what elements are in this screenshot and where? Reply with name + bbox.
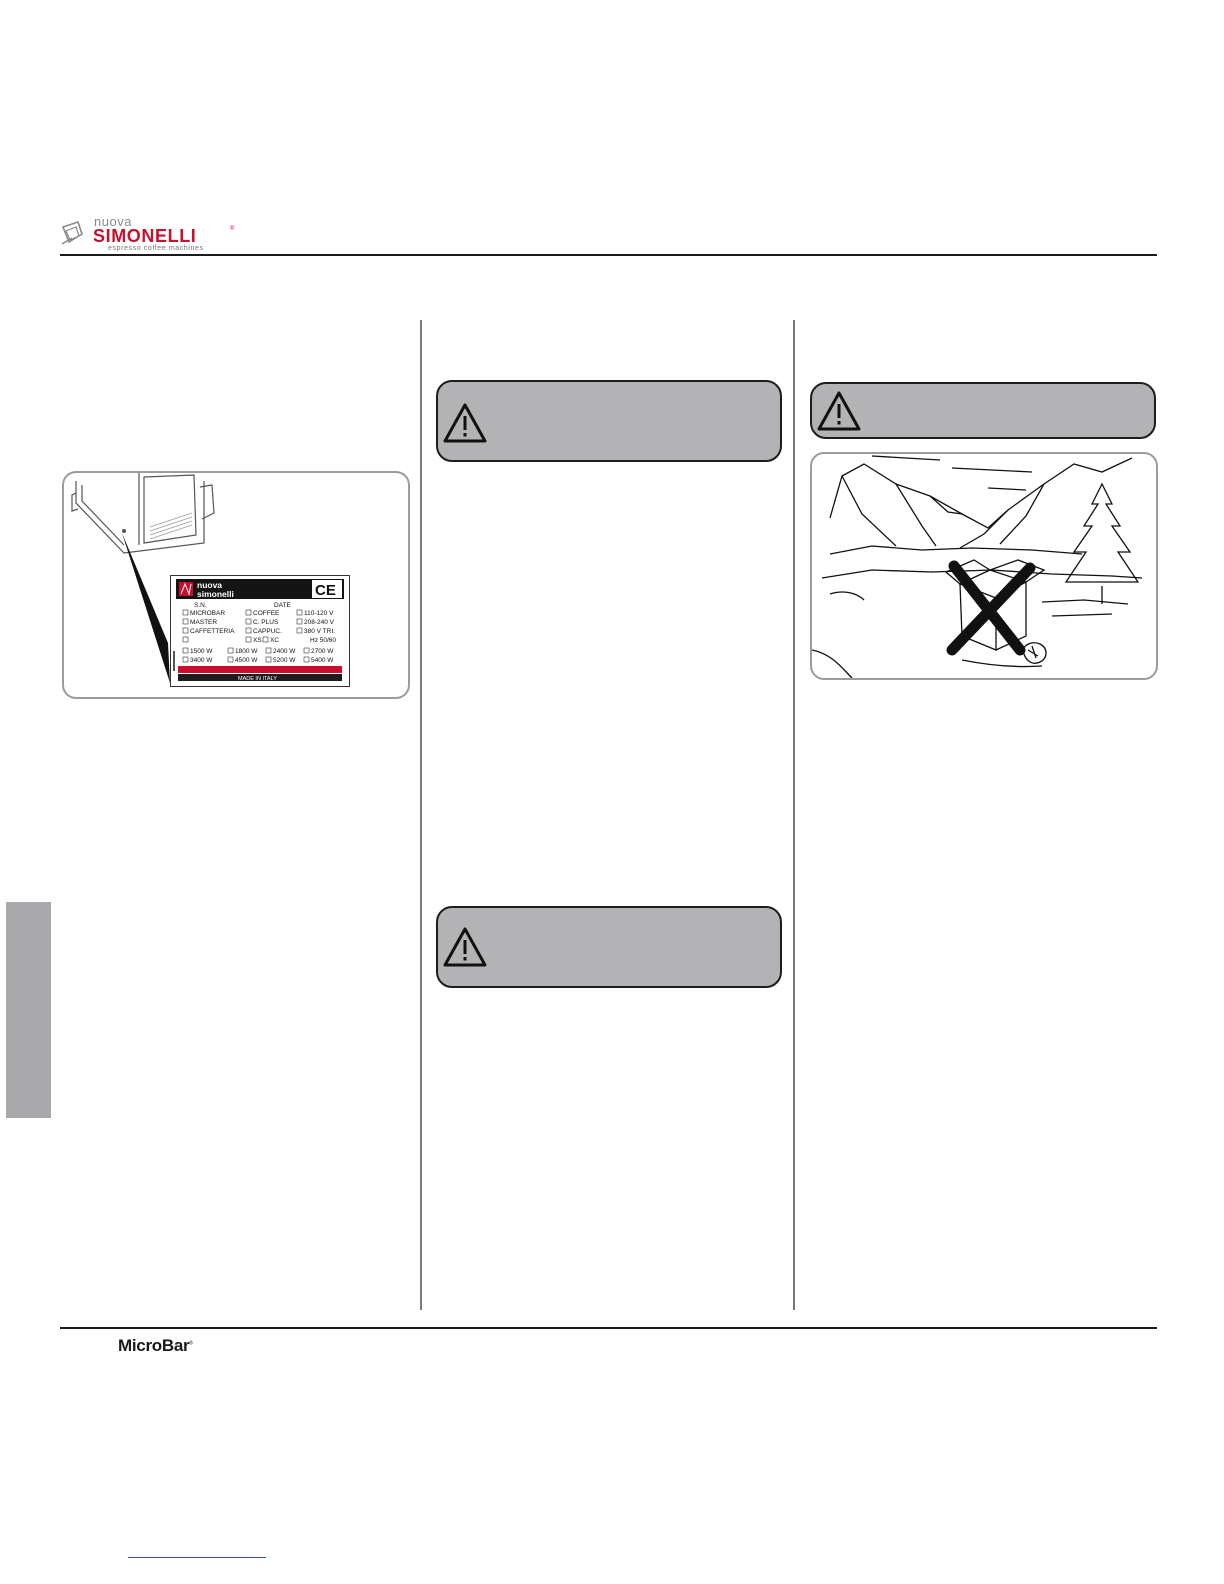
footer-rule — [60, 1327, 1157, 1329]
column-separator-1 — [420, 320, 422, 1310]
plate-power-4: 2700 W — [311, 648, 334, 655]
footer-product-logo — [118, 1336, 193, 1356]
plate-size-xs: XS — [253, 637, 262, 644]
column-separator-2 — [793, 320, 795, 1310]
plate-model-2: MASTER — [190, 619, 218, 626]
plate-power-6: 4500 W — [235, 657, 258, 664]
plate-power-3: 2400 W — [273, 648, 296, 655]
plate-model-3: CAFFETTERIA — [190, 628, 235, 635]
plate-voltage-2: 208-240 V — [304, 619, 334, 626]
warning-triangle-icon — [816, 390, 862, 432]
header-rule — [60, 254, 1157, 256]
warning-box-3 — [810, 382, 1156, 439]
plate-brand-line1: nuova — [197, 580, 223, 590]
plate-power-1: 1500 W — [190, 648, 213, 655]
ce-mark: CE — [315, 582, 336, 599]
logo-nuova-text: nuova — [94, 214, 132, 229]
footer-product-name: MicroBar — [118, 1336, 190, 1355]
plate-power-2: 1800 W — [235, 648, 258, 655]
landscape-illustration — [812, 454, 1156, 678]
footer-product-mark: ® — [189, 1340, 193, 1347]
plate-sn-label: S.N. — [194, 602, 207, 609]
plate-version-3: CAPPUC. — [253, 628, 282, 635]
plate-voltage-3: 380 V TRI. — [304, 628, 335, 635]
logo-registered-mark: ® — [230, 226, 235, 232]
plate-frequency: Hz 50/60 — [310, 637, 337, 644]
plate-date-label: DATE — [274, 602, 291, 609]
warning-triangle-icon — [442, 926, 488, 968]
logo-simonelli-text: SIMONELLI — [93, 226, 197, 246]
plate-brand-line2: simonelli — [197, 589, 234, 599]
warning-triangle-icon — [442, 402, 488, 444]
plate-size-xc: XC — [270, 637, 280, 644]
warning-box-2 — [436, 906, 782, 988]
plate-version-1: COFFEE — [253, 610, 280, 617]
warning-box-1 — [436, 380, 782, 462]
environment-disposal-figure — [810, 452, 1158, 680]
plate-voltage-1: 110-120 V — [304, 610, 334, 617]
side-section-tab — [6, 902, 51, 1118]
plate-power-5: 3400 W — [190, 657, 213, 664]
plate-power-7: 5200 W — [273, 657, 296, 664]
bottom-link-underline[interactable] — [128, 1557, 266, 1558]
plate-made-in: MADE IN ITALY — [238, 676, 277, 682]
data-plate-figure — [62, 471, 410, 699]
simonelli-logo-icon — [60, 218, 92, 250]
plate-model-1: MICROBAR — [190, 610, 226, 617]
rating-plate — [170, 575, 350, 687]
prohibited-cross-icon — [952, 566, 1030, 650]
brand-logo — [60, 212, 250, 256]
plate-version-2: C. PLUS — [253, 619, 279, 626]
logo-tagline: espresso coffee machines — [108, 245, 204, 252]
plate-power-8: 5400 W — [311, 657, 334, 664]
